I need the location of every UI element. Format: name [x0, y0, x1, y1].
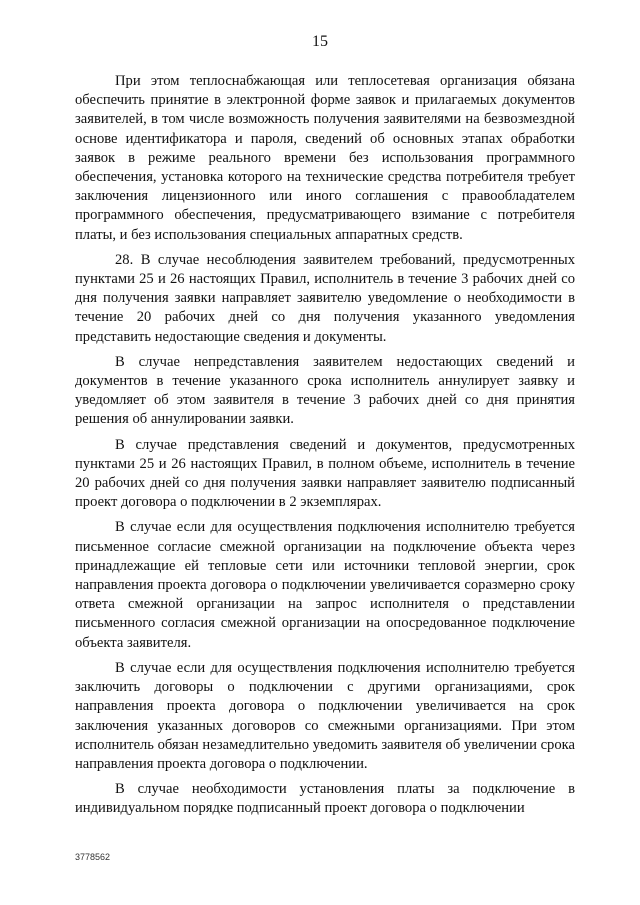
document-body	[75, 72, 575, 825]
paragraph-individual-fee: В случае необходимости установления платы за подключение в индивидуальном порядке подписанный проект договора о подключении	[75, 781, 575, 817]
paragraph-clause-28: 28. В случае несоблюдения заявителем требований, предусмотренных пунктами 25 и 26 настоящих Правил, исполнитель в течение 3 рабочих дней со дня получения заявки направляет заявителю уведомление о необходимости в течение 20 рабочих дней со дня получения указанного уведомления представить недостающие сведения и документы.	[75, 251, 575, 345]
page-number: 15	[312, 33, 328, 50]
paragraph-full-documents: В случае представления сведений и документов, предусмотренных пунктами 25 и 26 настоящих Правил, в полном объеме, исполнитель в течение 20 рабочих дней со дня получения заявки направляет заявителю подписанный проект договора о подключении в 2 экземплярах.	[75, 436, 575, 511]
document-code: 3778562	[75, 852, 111, 862]
paragraph-other-contracts: В случае если для осуществления подключения исполнителю требуется заключить договоры о подключении с другими организациями, срок направления проекта договора о подключении увеличивается на срок заключения указанных договоров со смежными организациями. При этом исполнитель обязан незамедлительно уведомить заявителя об увеличении срока направления проекта договора о подключении.	[75, 659, 575, 772]
paragraph-annulment: В случае непредставления заявителем недостающих сведений и документов в течение указанного срока исполнитель аннулирует заявку и уведомляет об этом заявителя в течение 3 рабочих дней со дня принятия решения об аннулировании заявки.	[75, 353, 575, 428]
paragraph-electronic-applications: При этом теплоснабжающая или теплосетевая организация обязана обеспечить принятие в электронной форме заявок и прилагаемых документов заявителей, в том числе возможность получения заявителями на безвозмездной основе идентификатора и пароля, сведений об основных этапах обработки заявок в режиме реального времени без использования программного обеспечения, установка которого на технические средства потребителя требует заключения лицензионного или иного соглашения с правообладателем программного обеспечения, предусматривающего взимание с потребителя платы, и без использования специальных аппаратных средств.	[75, 73, 575, 243]
paragraph-adjacent-consent: В случае если для осуществления подключения исполнителю требуется письменное согласие смежной организации на подключение объекта через принадлежащие ей тепловые сети или источники тепловой энергии, срок направления проекта договора о подключении увеличивается соразмерно сроку ответа смежной организации на запрос исполнителя о представлении письменного согласия смежной организации на опосредованное подключение объекта заявителя.	[75, 519, 575, 651]
